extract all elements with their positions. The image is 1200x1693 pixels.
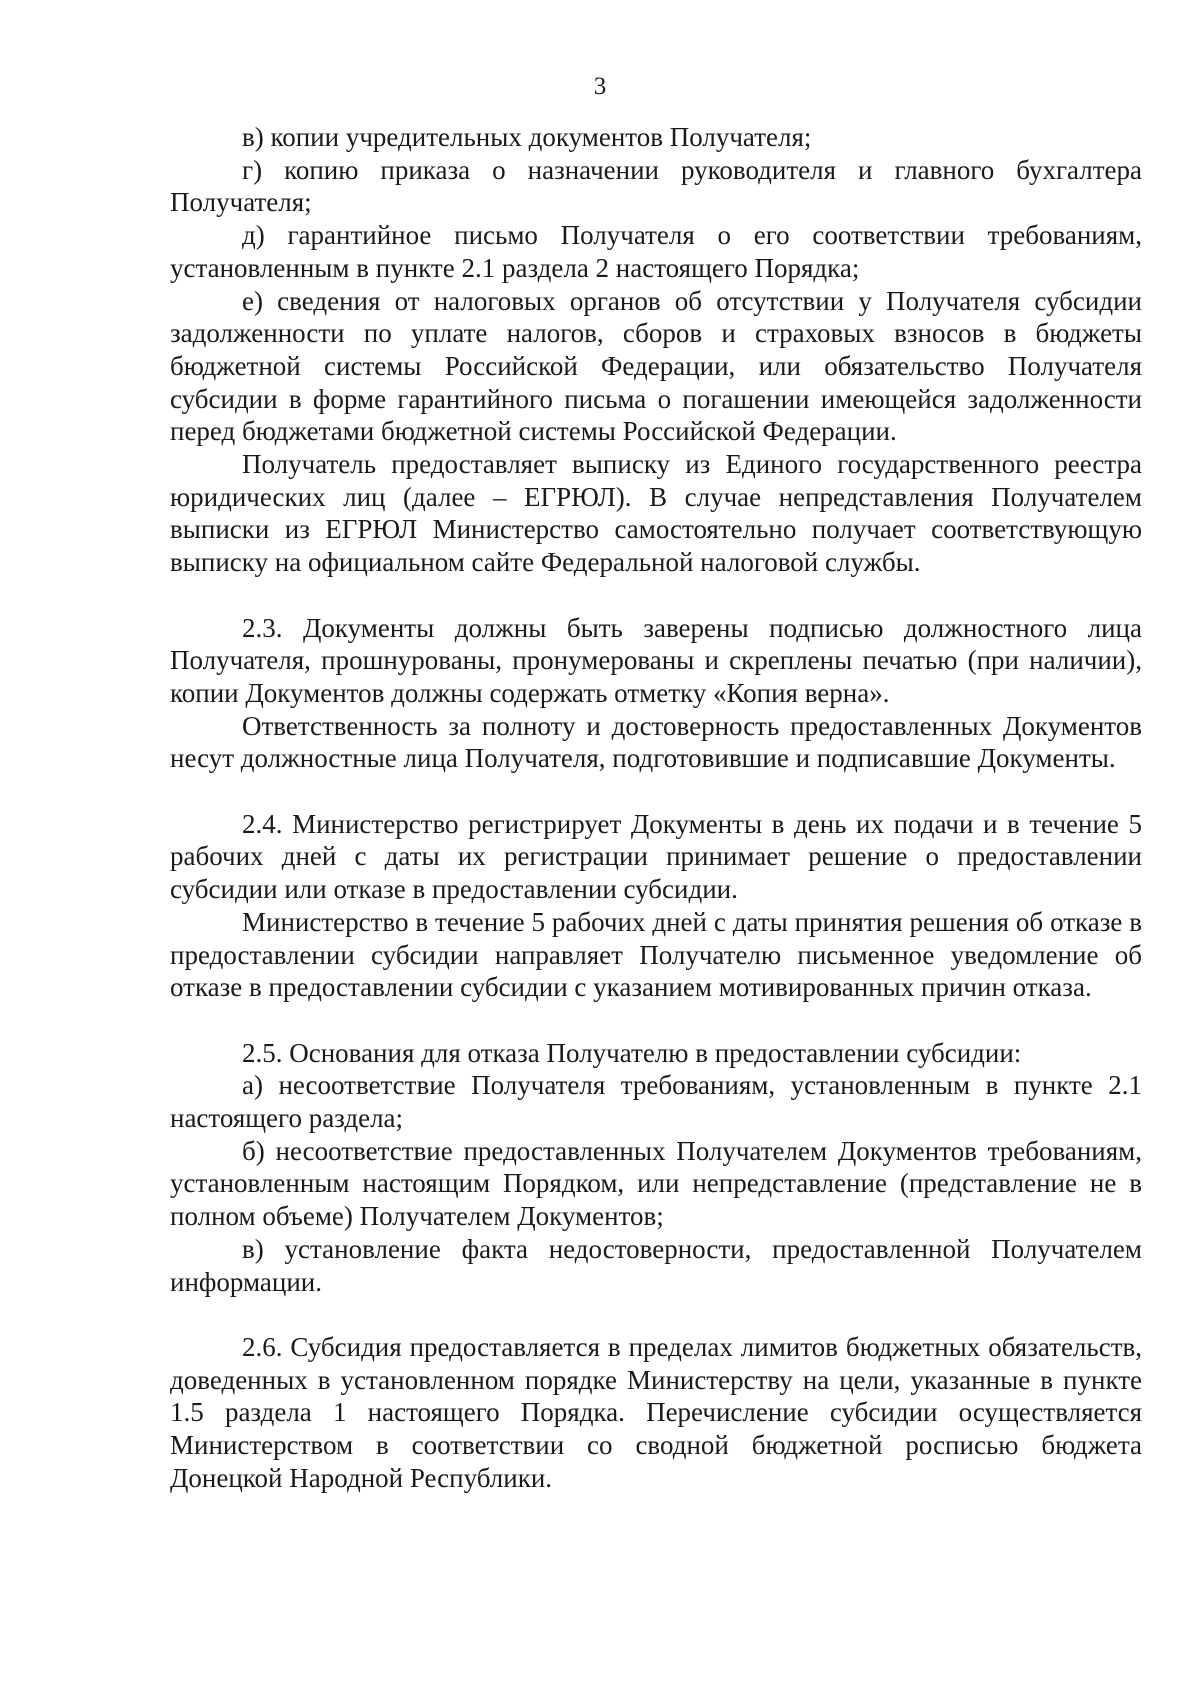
paragraph: 2.4. Министерство регистрирует Документы в день их подачи и в течение 5 рабочих дней с даты их регистрации принимает решение о предоставлении субсидии или отказе в предоставлении субсидии. [170, 808, 1142, 905]
paragraph: д) гарантийное письмо Получателя о его соответствии требованиям, установленным в пункте 2.1 раздела 2 настоящего Порядка; [170, 220, 1142, 283]
page-number: 3 [593, 73, 607, 100]
paragraph: 2.6. Субсидия предоставляется в пределах лимитов бюджетных обязательств, доведенных в установленном порядке Министерству на цели, указанные в пункте 1.5 раздела 1 настоящего Порядка. Перечисление субсидии осуществляется Министерством в соответствии со сводной бюджетной росписью бюджета Донецкой Народной Республики. [170, 1331, 1142, 1493]
paragraph: Ответственность за полноту и достоверность предоставленных Документов несут должностные лица Получателя, подготовившие и подписавшие Документы. [170, 710, 1142, 774]
paragraph: в) копии учредительных документов Получателя; [242, 122, 812, 152]
section-gap [170, 775, 1142, 808]
paragraph: б) несоответствие предоставленных Получателем Документов требованиям, установленным настоящим Порядком, или непредставление (представление не в полном объеме) Получателем Документов; [170, 1135, 1142, 1232]
paragraph: Министерство в течение 5 рабочих дней с даты принятия решения об отказе в предоставлении субсидии направляет Получателю письменное уведомление об отказе в предоставлении субсидии с указанием мотивированных причин отказа. [170, 906, 1142, 1003]
paragraph: в) установление факта недостоверности, предоставленной Получателем информации. [170, 1233, 1142, 1297]
paragraph: г) копию приказа о назначении руководителя и главного бухгалтера Получателя; [170, 154, 1142, 218]
paragraph: 2.3. Документы должны быть заверены подписью должностного лица Получателя, прошнурованы, пронумерованы и скреплены печатью (при наличии), копии Документов должны содержать отметку «Копия верна». [170, 612, 1142, 708]
paragraph: Получатель предоставляет выписку из Единого государственного реестра юридических лиц (далее – ЕГРЮЛ). В случае непредставления Получателем выписки из ЕГРЮЛ Министерство самостоятельно получает соответствующую выписку на официальном сайте Федеральной налоговой службы. [170, 449, 1142, 578]
paragraph: 2.5. Основания для отказа Получателю в предоставлении субсидии: [242, 1037, 1022, 1068]
paragraph: е) сведения от налоговых органов об отсутствии у Получателя субсидии задолженности по уплате налогов, сборов и страховых взносов в бюджеты бюджетной системы Российской Федерации, или обязательство Получателя субсидии в форме гарантийного письма о погашении имеющейся задолженности перед бюджетами бюджетной системы Российской Федерации. [170, 285, 1142, 447]
document-body [170, 121, 1142, 1494]
section-gap [170, 1004, 1142, 1037]
paragraph: а) несоответствие Получателя требованиям, установленным в пункте 2.1 настоящего раздела; [170, 1070, 1142, 1134]
section-gap [170, 1298, 1142, 1331]
section-gap [170, 579, 1142, 612]
